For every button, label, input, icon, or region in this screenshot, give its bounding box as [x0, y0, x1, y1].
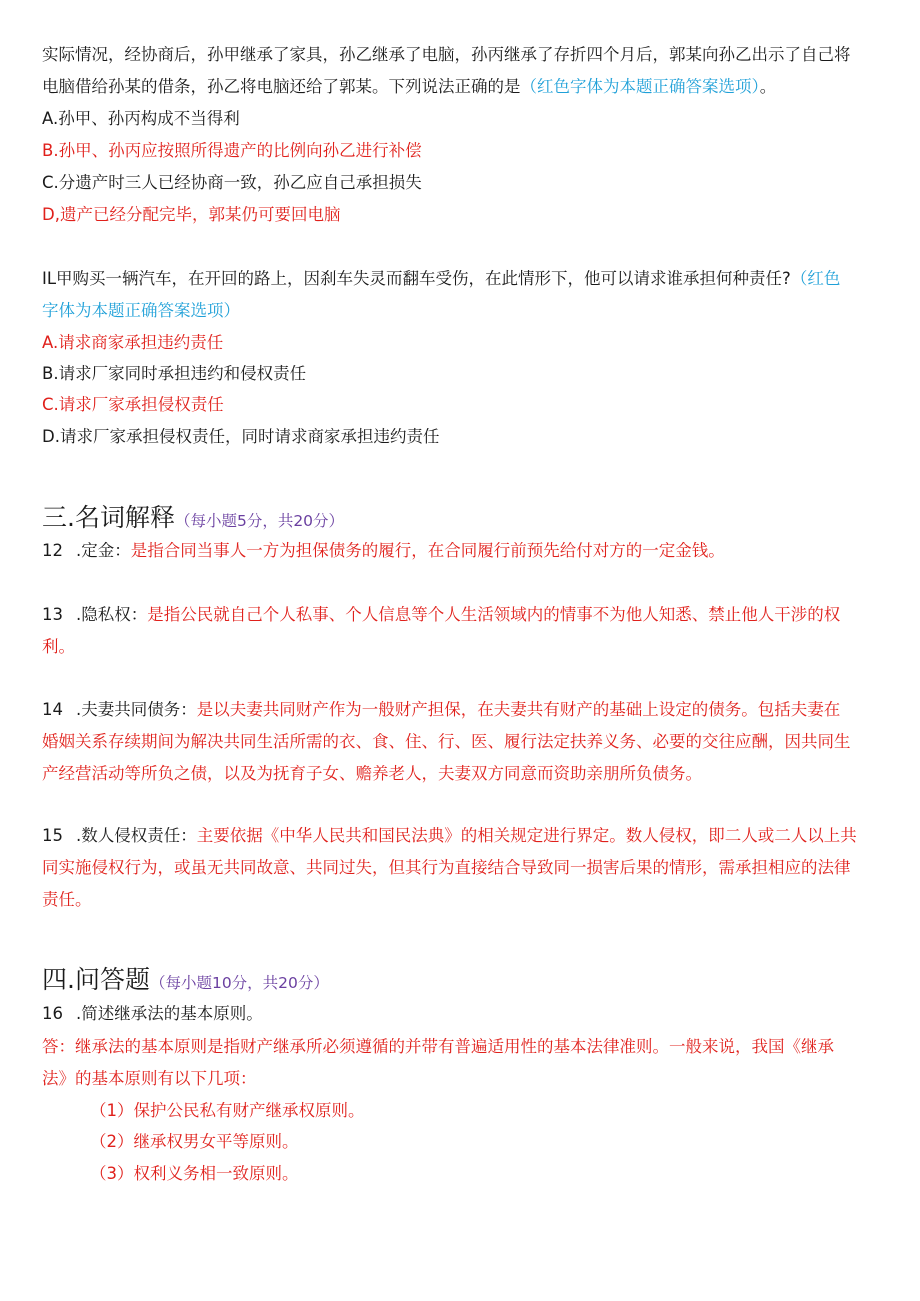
q10-stem-line2-text: 电脑借给孙某的借条，孙乙将电脑还给了郭某。下列说法正确的是 [42, 77, 521, 96]
q11-answer-hint-start: （红色 [790, 269, 841, 288]
q11-stem-line1 [42, 269, 887, 289]
q16-question [42, 1004, 887, 1024]
term-14-definition-cont2: 产经营活动等所负之债，以及为抚育子女、赡养老人，夫妻双方同意而资助亲朋所负债务。 [42, 764, 702, 783]
section3-title: 三.名词解释 [42, 503, 175, 532]
term-15-definition: 主要依据《中华人民共和国民法典》的相关规定进行界定。数人侵权，即二人或二人以上共 [196, 826, 857, 845]
term-12-label: .定金： [76, 541, 131, 560]
term-15 [42, 826, 887, 846]
term-12-number: 12 [42, 541, 63, 560]
section3-heading [42, 503, 344, 536]
q10-option-a: A.孙甲、孙丙构成不当得利 [42, 109, 240, 128]
q10-stem-end: 。 [759, 77, 777, 96]
q10-option-d: D,遗产已经分配完毕，郭某仍可要回电脑 [42, 205, 341, 224]
term-15-definition-cont1: 同实施侵权行为，或虽无共同故意、共同过失，但其行为直接结合导致同一损害后果的情形，需承担相应的法律 [42, 858, 851, 877]
section3-note: （每小题5分，共20分） [174, 512, 345, 530]
term-14-definition-cont1: 婚姻关系存续期间为解决共同生活所需的衣、食、住、行、医、履行法定扶养义务、必要的交往应酬，因共同生 [42, 732, 851, 751]
q11-stem-text: IL甲购买一辆汽车，在开回的路上，因刹车失灵而翻车受伤，在此情形下，他可以请求谁承担何种责任? [42, 269, 791, 288]
q10-answer-hint: （红色字体为本题正确答案选项） [520, 77, 760, 96]
term-15-definition-cont2: 责任。 [42, 890, 92, 909]
q10-stem-line1: 实际情况，经协商后，孙甲继承了家具，孙乙继承了电脑，孙丙继承了存折四个月后，郭某向孙乙出示了自己将 [42, 45, 851, 64]
q16-point-1: （1）保护公民私有财产继承权原则。 [90, 1101, 365, 1120]
term-14-number: 14 [42, 700, 63, 719]
q16-answer-line1: 答：继承法的基本原则是指财产继承所必须遵循的并带有普遍适用性的基本法律准则。一般来说，我国《继承 [42, 1037, 834, 1056]
q11-option-c: C.请求厂家承担侵权责任 [42, 395, 224, 414]
term-14 [42, 700, 887, 720]
term-14-label: .夫妻共同债务： [76, 700, 197, 719]
term-14-definition: 是以夫妻共同财产作为一般财产担保，在夫妻共有财产的基础上设定的债务。包括夫妻在 [196, 700, 841, 719]
q16-answer-line2: 法》的基本原则有以下几项： [42, 1069, 257, 1088]
q16-question-text: .简述继承法的基本原则。 [76, 1004, 263, 1023]
q11-option-d: D.请求厂家承担侵权责任，同时请求商家承担违约责任 [42, 427, 440, 446]
section4-title: 四.问答题 [42, 965, 150, 994]
q10-option-b: B.孙甲、孙丙应按照所得遗产的比例向孙乙进行补偿 [42, 141, 422, 160]
term-12 [42, 541, 887, 561]
q16-point-2: （2）继承权男女平等原则。 [90, 1132, 299, 1151]
q11-option-a: A.请求商家承担违约责任 [42, 333, 224, 352]
q16-number: 16 [42, 1004, 63, 1023]
term-12-definition: 是指合同当事人一方为担保债务的履行，在合同履行前预先给付对方的一定金钱。 [130, 541, 725, 560]
term-13-definition: 是指公民就自己个人私事、个人信息等个人生活领域内的情事不为他人知悉、禁止他人干涉的权 [147, 605, 841, 624]
term-13-number: 13 [42, 605, 63, 624]
term-15-number: 15 [42, 826, 63, 845]
q11-answer-hint-end: 字体为本题正确答案选项） [42, 301, 240, 320]
term-13-definition-cont: 利。 [42, 637, 75, 656]
q11-option-b: B.请求厂家同时承担违约和侵权责任 [42, 364, 307, 383]
term-13 [42, 605, 887, 625]
q10-option-c: C.分遗产时三人已经协商一致，孙乙应自己承担损失 [42, 173, 422, 192]
section4-heading [42, 965, 329, 998]
q16-point-3: （3）权利义务相一致原则。 [90, 1164, 299, 1183]
term-13-label: .隐私权： [76, 605, 148, 624]
q10-stem-line2 [42, 77, 887, 97]
section4-note: （每小题10分，共20分） [149, 974, 329, 992]
term-15-label: .数人侵权责任： [76, 826, 197, 845]
